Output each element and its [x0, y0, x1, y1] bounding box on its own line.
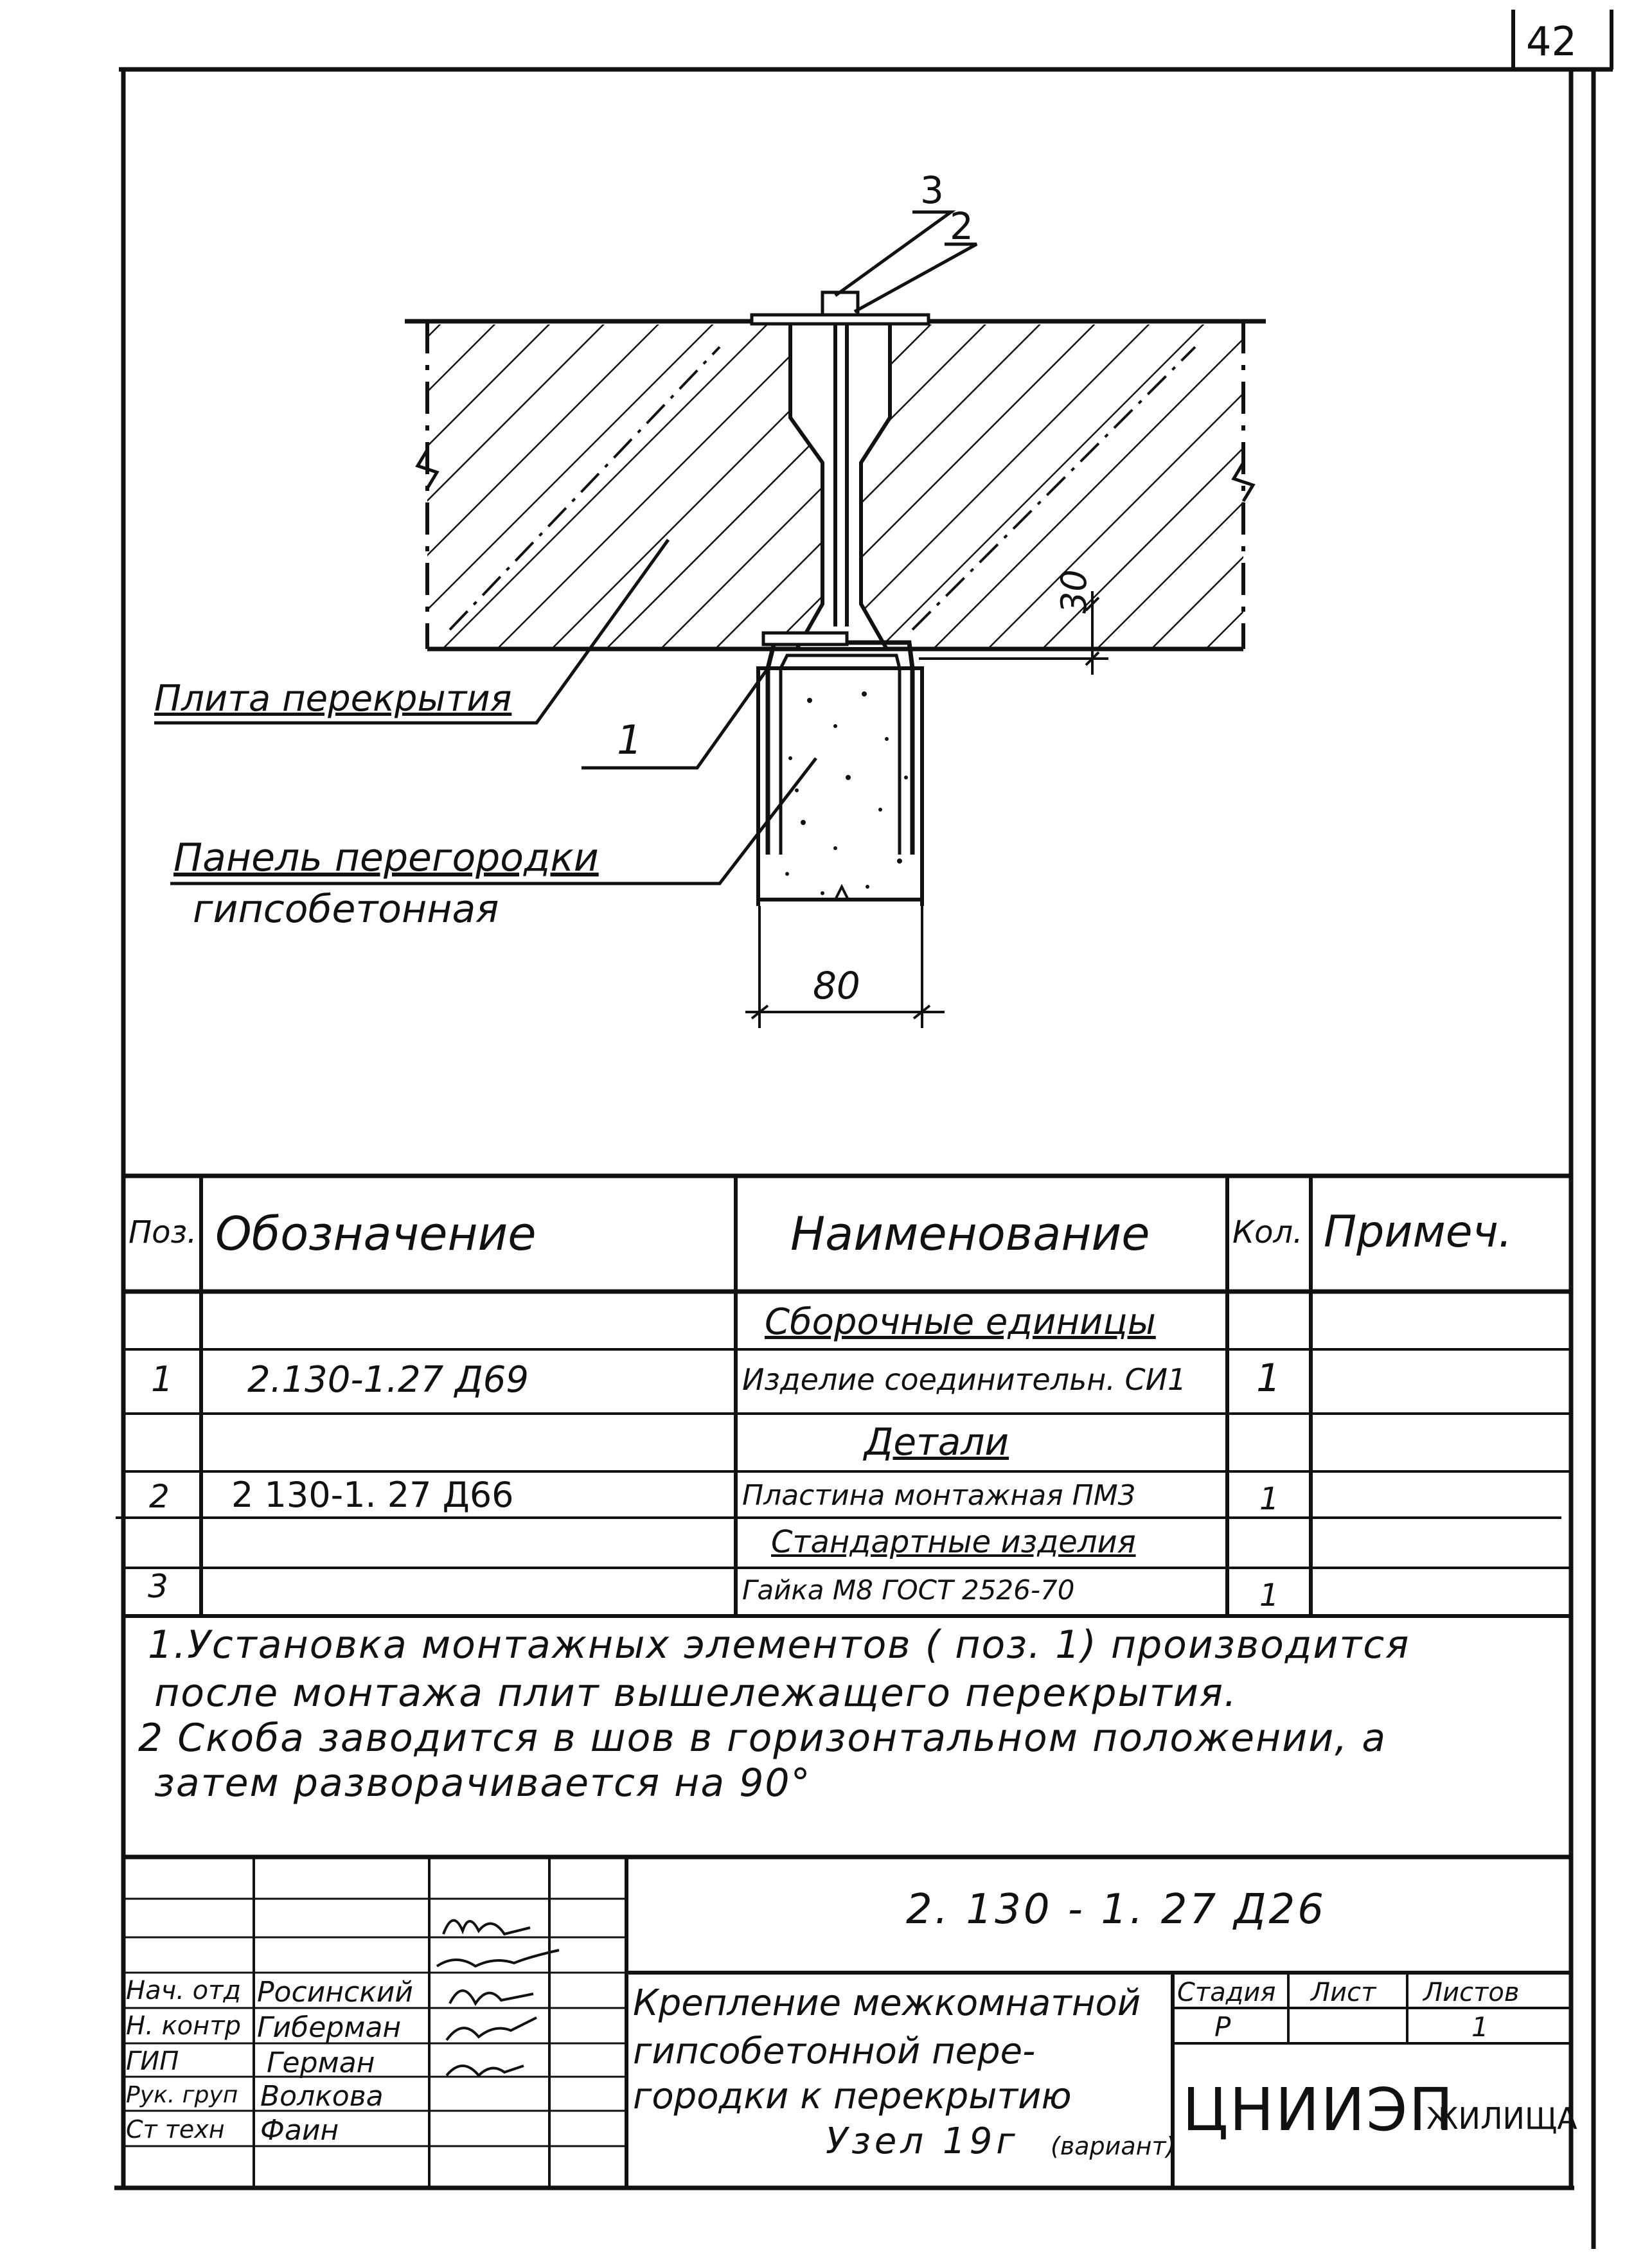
title-line-4: Узел 19г — [826, 2120, 1019, 2162]
row-3-designation: 2 130-1. 27 Д66 — [231, 1475, 514, 1515]
note-line-2: после монтажа плит вышележащего перекрытия. — [154, 1671, 1238, 1716]
doc-code: 2. 130 - 1. 27 Д26 — [906, 1886, 1326, 1933]
row-1-pos: 1 — [151, 1359, 173, 1399]
note-line-3: 2 Скоба заводится в шов в горизонтальном положении, а — [138, 1716, 1387, 1761]
callout-3: 3 — [920, 168, 944, 212]
title-line-2: гипсобетонной пере- — [633, 2030, 1036, 2072]
row-2-name: Детали — [864, 1420, 1009, 1464]
note-line-4: затем разворачивается на 90° — [154, 1761, 812, 1806]
sig-name-1: Гиберман — [257, 2011, 402, 2044]
page-number: 42 — [1526, 18, 1577, 65]
callout-2: 2 — [950, 204, 973, 248]
row-3-name: Пластина монтажная ПМ3 — [742, 1479, 1136, 1512]
sig-role-3: Рук. груп — [126, 2082, 238, 2108]
row-1-name: Изделие соединительн. СИ1 — [742, 1362, 1187, 1397]
dimension-80-label: 80 — [813, 964, 860, 1008]
callout-1: 1 — [617, 716, 643, 763]
note-line-1: 1.Установка монтажных элементов ( поз. 1) производится — [148, 1622, 1410, 1667]
label-floor-slab: Плита перекрытия — [154, 678, 512, 720]
stage-header: Стадия — [1177, 1978, 1276, 2007]
row-1-designation: 2.130-1.27 Д69 — [247, 1359, 529, 1401]
label-partition-panel-line2: гипсобетонная — [193, 887, 499, 932]
signatures — [437, 1921, 559, 2075]
org-sub: ЖИЛИЩА — [1426, 2101, 1577, 2136]
title-variant: (вариант) — [1051, 2132, 1176, 2160]
sig-name-4: Фаин — [260, 2114, 339, 2147]
header-note: Примеч. — [1324, 1207, 1513, 1257]
sig-role-2: ГИП — [126, 2047, 179, 2076]
sig-name-0: Росинский — [257, 1976, 413, 2009]
stage-value: Р — [1214, 2011, 1231, 2043]
row-3-qty: 1 — [1259, 1481, 1279, 1517]
title-line-3: городки к перекрытию — [633, 2075, 1072, 2117]
sig-name-3: Волкова — [260, 2080, 384, 2113]
sig-role-1: Н. контр — [126, 2011, 241, 2041]
row-0-name: Сборочные единицы — [765, 1301, 1156, 1343]
org-main: ЦНИИЭП — [1182, 2075, 1455, 2144]
header-name: Наименование — [790, 1207, 1150, 1261]
floor-slab-section — [405, 292, 1266, 649]
sig-role-0: Нач. отд — [126, 1976, 242, 2005]
sig-role-4: Ст техн — [126, 2115, 225, 2144]
partition-panel-section — [758, 633, 922, 906]
sig-name-2: Герман — [267, 2047, 375, 2079]
sheet-header: Лист — [1311, 1978, 1376, 2007]
row-5-qty: 1 — [1259, 1577, 1279, 1613]
row-5-pos: 3 — [148, 1568, 168, 1605]
title-line-1: Крепление межкомнатной — [633, 1982, 1141, 2024]
row-3-pos: 2 — [149, 1478, 170, 1515]
header-designation: Обозначение — [215, 1207, 537, 1261]
row-1-qty: 1 — [1256, 1356, 1281, 1401]
dimension-30-label: 30 — [1054, 569, 1094, 614]
row-4-name: Стандартные изделия — [771, 1524, 1136, 1560]
sheets-header: Листов — [1423, 1978, 1520, 2007]
header-pos: Поз. — [129, 1214, 197, 1250]
row-5-name: Гайка М8 ГОСТ 2526-70 — [742, 1574, 1075, 1606]
header-qty: Кол. — [1232, 1214, 1303, 1250]
label-partition-panel-line1: Панель перегородки — [173, 835, 599, 880]
sheets-value: 1 — [1471, 2011, 1489, 2043]
